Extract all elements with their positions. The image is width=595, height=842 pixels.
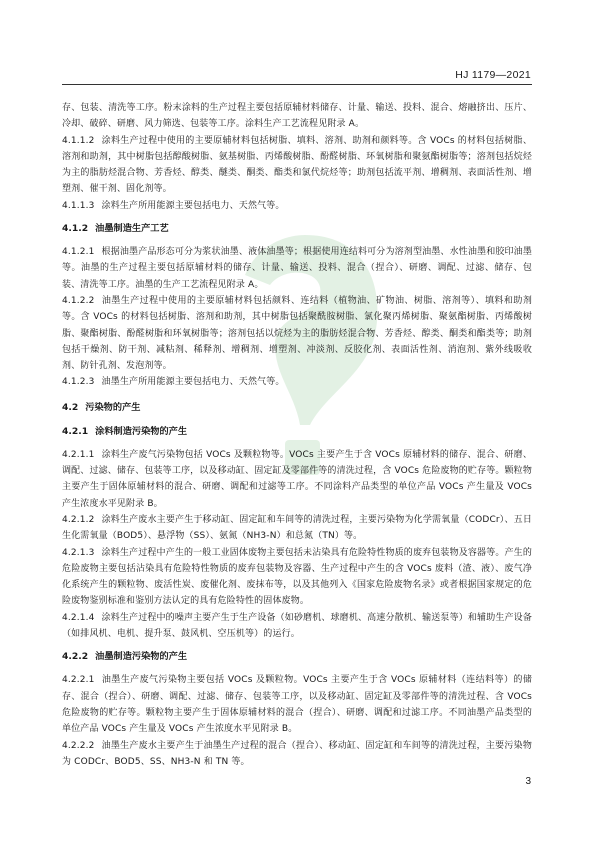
clause-text: 涂料生产所用能源主要包括电力、天然气等。: [101, 200, 285, 211]
paragraph: [62, 133, 532, 198]
clause-text: 油墨制造污染物的产生: [95, 651, 188, 663]
clause-text: 涂料生产过程中使用的主要原辅材料包括树脂、填料、溶剂、助剂和颜料等。含 VOCs 的材料包括树脂、溶剂和助剂，其中树脂包括醇酸树脂、氨基树脂、丙烯酸树脂、酚醛树脂、环氧树脂和聚氨酯树脂等；溶剂包括烷烃为主的脂肪烃混合物、芳香烃、醇类、醚类、酮类、酯类和氯代烷烃等；助剂包括流平剂、增稠剂、表面活性剂、增塑剂、催干剂、固化剂等。: [62, 135, 532, 195]
clause-number: 4.1.2.1: [62, 247, 95, 258]
paragraph: [62, 198, 532, 214]
section-heading: [62, 649, 532, 665]
section-heading: [62, 221, 532, 237]
clause-text: 涂料生产废气污染物包括 VOCs 及颗粒物等。VOCs 主要产生于含 VOCs 原辅材料的储存、混合、研磨、调配、过滤、储存、包装等工序，以及移动缸、固定缸及零部件等的清洗过程，含 VOCs 危险废物的贮存等。颗粒物主要产生于固体原辅材料的混合、研磨、调配和过滤等工序。不同涂料产品类型的单位产品 VOCs 产生量及 VOCs 产生浓度水平见附录 B。: [62, 449, 532, 509]
clause-text: 油墨生产过程中使用的主要原辅材料包括颜料、连结料（植物油、矿物油、树脂、溶剂等）、填料和助剂等。含 VOCs 的材料包括树脂、溶剂和助剂，其中树脂包括聚酰胺树脂、氯化聚丙烯树脂、聚氨酯树脂、丙烯酸树脂、聚酯树脂、酚醛树脂和环氧树脂等；溶剂包括以烷烃为主的脂肪烃混合物、芳香烃、醇类、酮类和酯类等；助剂包括干燥剂、防干剂、减粘剂、稀释剂、增稠剂、增塑剂、冲淡剂、反胶化剂、表面活性剂、消泡剂、紫外线吸收剂、防针孔剂、发泡剂等。: [62, 295, 532, 372]
page-number: 3: [525, 776, 531, 787]
section-heading: [62, 400, 532, 416]
clause-number: 4.1.1.2: [62, 135, 95, 146]
paragraph: [62, 374, 532, 390]
clause-number: 4.2.2.2: [62, 740, 95, 751]
clause-text: 油墨制造生产工艺: [95, 223, 169, 235]
paragraph: [62, 545, 532, 610]
clause-number: 4.1.2.3: [62, 377, 95, 388]
clause-text: 涂料制造污染物的产生: [95, 425, 188, 437]
body-content: [62, 100, 532, 770]
paragraph: [62, 293, 532, 374]
section-heading: [62, 424, 532, 440]
clause-text: 涂料生产过程中的噪声主要产生于生产设备（如砂磨机、球磨机、高速分散机、输送泵等）和辅助生产设备（如排风机、电机、提升泵、鼓风机、空压机等）的运行。: [62, 612, 532, 640]
clause-text: 根据油墨产品形态可分为浆状油墨、液体油墨等；根据使用连结料可分为溶剂型油墨、水性油墨和胶印油墨等。油墨的生产过程主要包括原辅材料的储存、计量、输送、投料、混合（捏合）、研磨、调配、过滤、储存、包装、清洗等工序。油墨的生产工艺流程见附录 A。: [62, 247, 532, 290]
clause-text: 涂料生产过程中产生的一般工业固体废物主要包括未沾染具有危险特性物质的废弃包装物及容器等。产生的危险废物主要包括沾染具有危险特性物质的废弃包装物及容器、生产过程中产生的含 VOCs 废料（渣、液）、废气净化系统产生的颗粒物、废活性炭、废催化剂、废抹布等，以及其他列入《国家危险废物名录》或者根据国家规定的危险废物鉴别标准和鉴别方法认定的具有危险特性的固体废物。: [62, 547, 532, 607]
paragraph: [62, 610, 532, 643]
clause-number: 4.2.1.3: [62, 547, 95, 558]
paragraph: [62, 447, 532, 512]
clause-number: 4.2.1.1: [62, 449, 95, 460]
clause-number: 4.2.1.2: [62, 514, 95, 525]
paragraph: [62, 244, 532, 293]
clause-text: 存、包装、清洗等工序。粉末涂料的生产过程主要包括原辅材料储存、计量、输送、投料、混合、熔融挤出、压片、冷却、破碎、研磨、风力筛选、包装等工序。涂料生产工艺流程见附录 A。: [62, 103, 532, 130]
clause-number: 4.2: [62, 401, 79, 413]
paragraph: [62, 512, 532, 545]
clause-number: 4.2.2: [62, 651, 89, 663]
paragraph: [62, 100, 532, 133]
clause-number: 4.1.2: [62, 223, 89, 235]
clause-number: 4.1.1.3: [62, 200, 95, 211]
clause-text: 油墨生产所用能源主要包括电力、天然气等。: [101, 377, 285, 388]
clause-text: 涂料生产废水主要产生于移动缸、固定缸和车间等的清洗过程，主要污染物为化学需氧量（CODCr）、五日生化需氧量（BOD5）、悬浮物（SS）、氨氮（NH3-N）和总氮（TN）等。: [62, 514, 532, 542]
clause-number: 4.2.2.1: [62, 675, 95, 686]
clause-text: 油墨生产废气污染物主要包括 VOCs 及颗粒物。VOCs 主要产生于含 VOCs 原辅材料（连结料等）的储存、混合（捏合）、研磨、调配、过滤、储存、包装等工序，以及移动缸、固定缸及零部件等的清洗过程、含 VOCs 危险废物的贮存等。颗粒物主要产生于固体原辅材料的混合（捏合）、研磨、调配和过滤工序。不同油墨产品类型的单位产品 VOCs 产生量及 VOCs 产生浓度水平见附录 B。: [62, 675, 532, 735]
header-divider: [62, 84, 532, 85]
standard-code: HJ 1179—2021: [455, 69, 531, 81]
clause-text: 油墨生产废水主要产生于油墨生产过程的混合（捏合）、移动缸、固定缸和车间等的清洗过程，主要污染物为 CODCr、BOD5、SS、NH3-N 和 TN 等。: [62, 740, 532, 767]
clause-number: 4.2.1: [62, 425, 89, 437]
clause-number: 4.1.2.2: [62, 295, 95, 306]
clause-number: 4.2.1.4: [62, 612, 95, 623]
paragraph: [62, 738, 532, 771]
clause-text: 污染物的产生: [85, 401, 141, 413]
paragraph: [62, 672, 532, 737]
